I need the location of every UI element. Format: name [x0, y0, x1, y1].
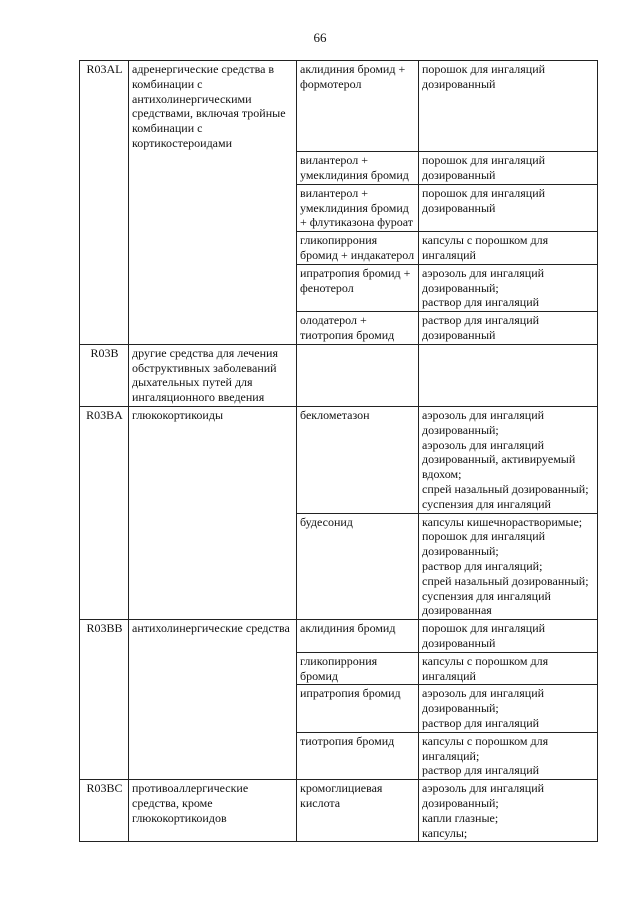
- dosage-form-cell: капсулы с порошком для ингаляций: [419, 232, 598, 265]
- table-row: [80, 232, 598, 265]
- drug-name-cell: беклометазон: [297, 407, 419, 514]
- table-row: [80, 264, 598, 311]
- drug-name-cell: вилантерол + умеклидиния бромид: [297, 152, 419, 185]
- dosage-form-cell: аэрозоль для ингаляций дозированный; капли глазные; капсулы;: [419, 780, 598, 842]
- atc-code-cell: R03BC: [80, 780, 129, 842]
- table-row: [80, 61, 598, 152]
- atc-code-cell: R03BB: [80, 620, 129, 653]
- table-row: [80, 780, 598, 842]
- anatomical-therapeutic-group-cell: глюкокортикоиды: [129, 407, 297, 514]
- drug-name-cell: тиотропия бромид: [297, 732, 419, 779]
- page-number: 66: [313, 30, 327, 45]
- anatomical-therapeutic-group-cell: антихолинергические средства: [129, 620, 297, 653]
- table-row: [80, 184, 598, 231]
- drug-name-cell: олодатерол + тиотропия бромид: [297, 312, 419, 345]
- table-row: [80, 685, 598, 732]
- table-row: [80, 732, 598, 779]
- atc-code-cell: [80, 264, 129, 311]
- atc-code-cell: R03BA: [80, 407, 129, 514]
- anatomical-therapeutic-group-cell: [129, 685, 297, 732]
- anatomical-therapeutic-group-cell: [129, 232, 297, 265]
- atc-code-cell: [80, 685, 129, 732]
- dosage-form-cell: аэрозоль для ингаляций дозированный; раствор для ингаляций: [419, 685, 598, 732]
- atc-code-cell: [80, 232, 129, 265]
- anatomical-therapeutic-group-cell: [129, 652, 297, 685]
- anatomical-therapeutic-group-cell: [129, 513, 297, 620]
- drug-name-cell: аклидиния бромид: [297, 620, 419, 653]
- anatomical-therapeutic-group-cell: [129, 264, 297, 311]
- anatomical-therapeutic-group-cell: [129, 152, 297, 185]
- dosage-form-cell: аэрозоль для ингаляций дозированный; аэрозоль для ингаляций дозированный, активируемый вдохом; спрей назальный дозированный; суспензия для ингаляций: [419, 407, 598, 514]
- atc-code-cell: [80, 152, 129, 185]
- table-row: [80, 344, 598, 406]
- anatomical-therapeutic-group-cell: другие средства для лечения обструктивных заболеваний дыхательных путей для ингаляционного введения: [129, 344, 297, 406]
- dosage-form-cell: капсулы с порошком для ингаляций; раствор для ингаляций: [419, 732, 598, 779]
- table-row: [80, 312, 598, 345]
- dosage-form-cell: капсулы с порошком для ингаляций: [419, 652, 598, 685]
- atc-code-cell: [80, 184, 129, 231]
- atc-code-cell: R03B: [80, 344, 129, 406]
- atc-code-cell: [80, 652, 129, 685]
- drug-name-cell: будесонид: [297, 513, 419, 620]
- drug-name-cell: ипратропия бромид + фенотерол: [297, 264, 419, 311]
- drug-name-cell: гликопиррония бромид + индакатерол: [297, 232, 419, 265]
- table-row: [80, 407, 598, 514]
- drug-classification-table: [79, 60, 598, 842]
- dosage-form-cell: порошок для ингаляций дозированный: [419, 61, 598, 152]
- dosage-form-cell: порошок для ингаляций дозированный: [419, 152, 598, 185]
- dosage-form-cell: порошок для ингаляций дозированный: [419, 620, 598, 653]
- anatomical-therapeutic-group-cell: [129, 732, 297, 779]
- drug-name-cell: аклидиния бромид + формотерол: [297, 61, 419, 152]
- anatomical-therapeutic-group-cell: адренергические средства в комбинации с антихолинергическими средствами, включая тройные комбинации с кортикостероидами: [129, 61, 297, 152]
- table-row: [80, 152, 598, 185]
- drug-name-cell: гликопиррония бромид: [297, 652, 419, 685]
- atc-code-cell: [80, 312, 129, 345]
- dosage-form-cell: капсулы кишечнорастворимые; порошок для ингаляций дозированный; раствор для ингаляций; спрей назальный дозированный; суспензия для ингаляций дозированная: [419, 513, 598, 620]
- atc-code-cell: R03AL: [80, 61, 129, 152]
- anatomical-therapeutic-group-cell: [129, 312, 297, 345]
- atc-code-cell: [80, 732, 129, 779]
- table-row: [80, 620, 598, 653]
- drug-name-cell: ипратропия бромид: [297, 685, 419, 732]
- anatomical-therapeutic-group-cell: противоаллергические средства, кроме глюкокортикоидов: [129, 780, 297, 842]
- dosage-form-cell: [419, 344, 598, 406]
- drug-name-cell: вилантерол + умеклидиния бромид + флутиказона фуроат: [297, 184, 419, 231]
- table-row: [80, 652, 598, 685]
- drug-name-cell: [297, 344, 419, 406]
- anatomical-therapeutic-group-cell: [129, 184, 297, 231]
- drug-name-cell: кромоглициевая кислота: [297, 780, 419, 842]
- table-row: [80, 513, 598, 620]
- dosage-form-cell: раствор для ингаляций дозированный: [419, 312, 598, 345]
- dosage-form-cell: порошок для ингаляций дозированный: [419, 184, 598, 231]
- dosage-form-cell: аэрозоль для ингаляций дозированный; раствор для ингаляций: [419, 264, 598, 311]
- atc-code-cell: [80, 513, 129, 620]
